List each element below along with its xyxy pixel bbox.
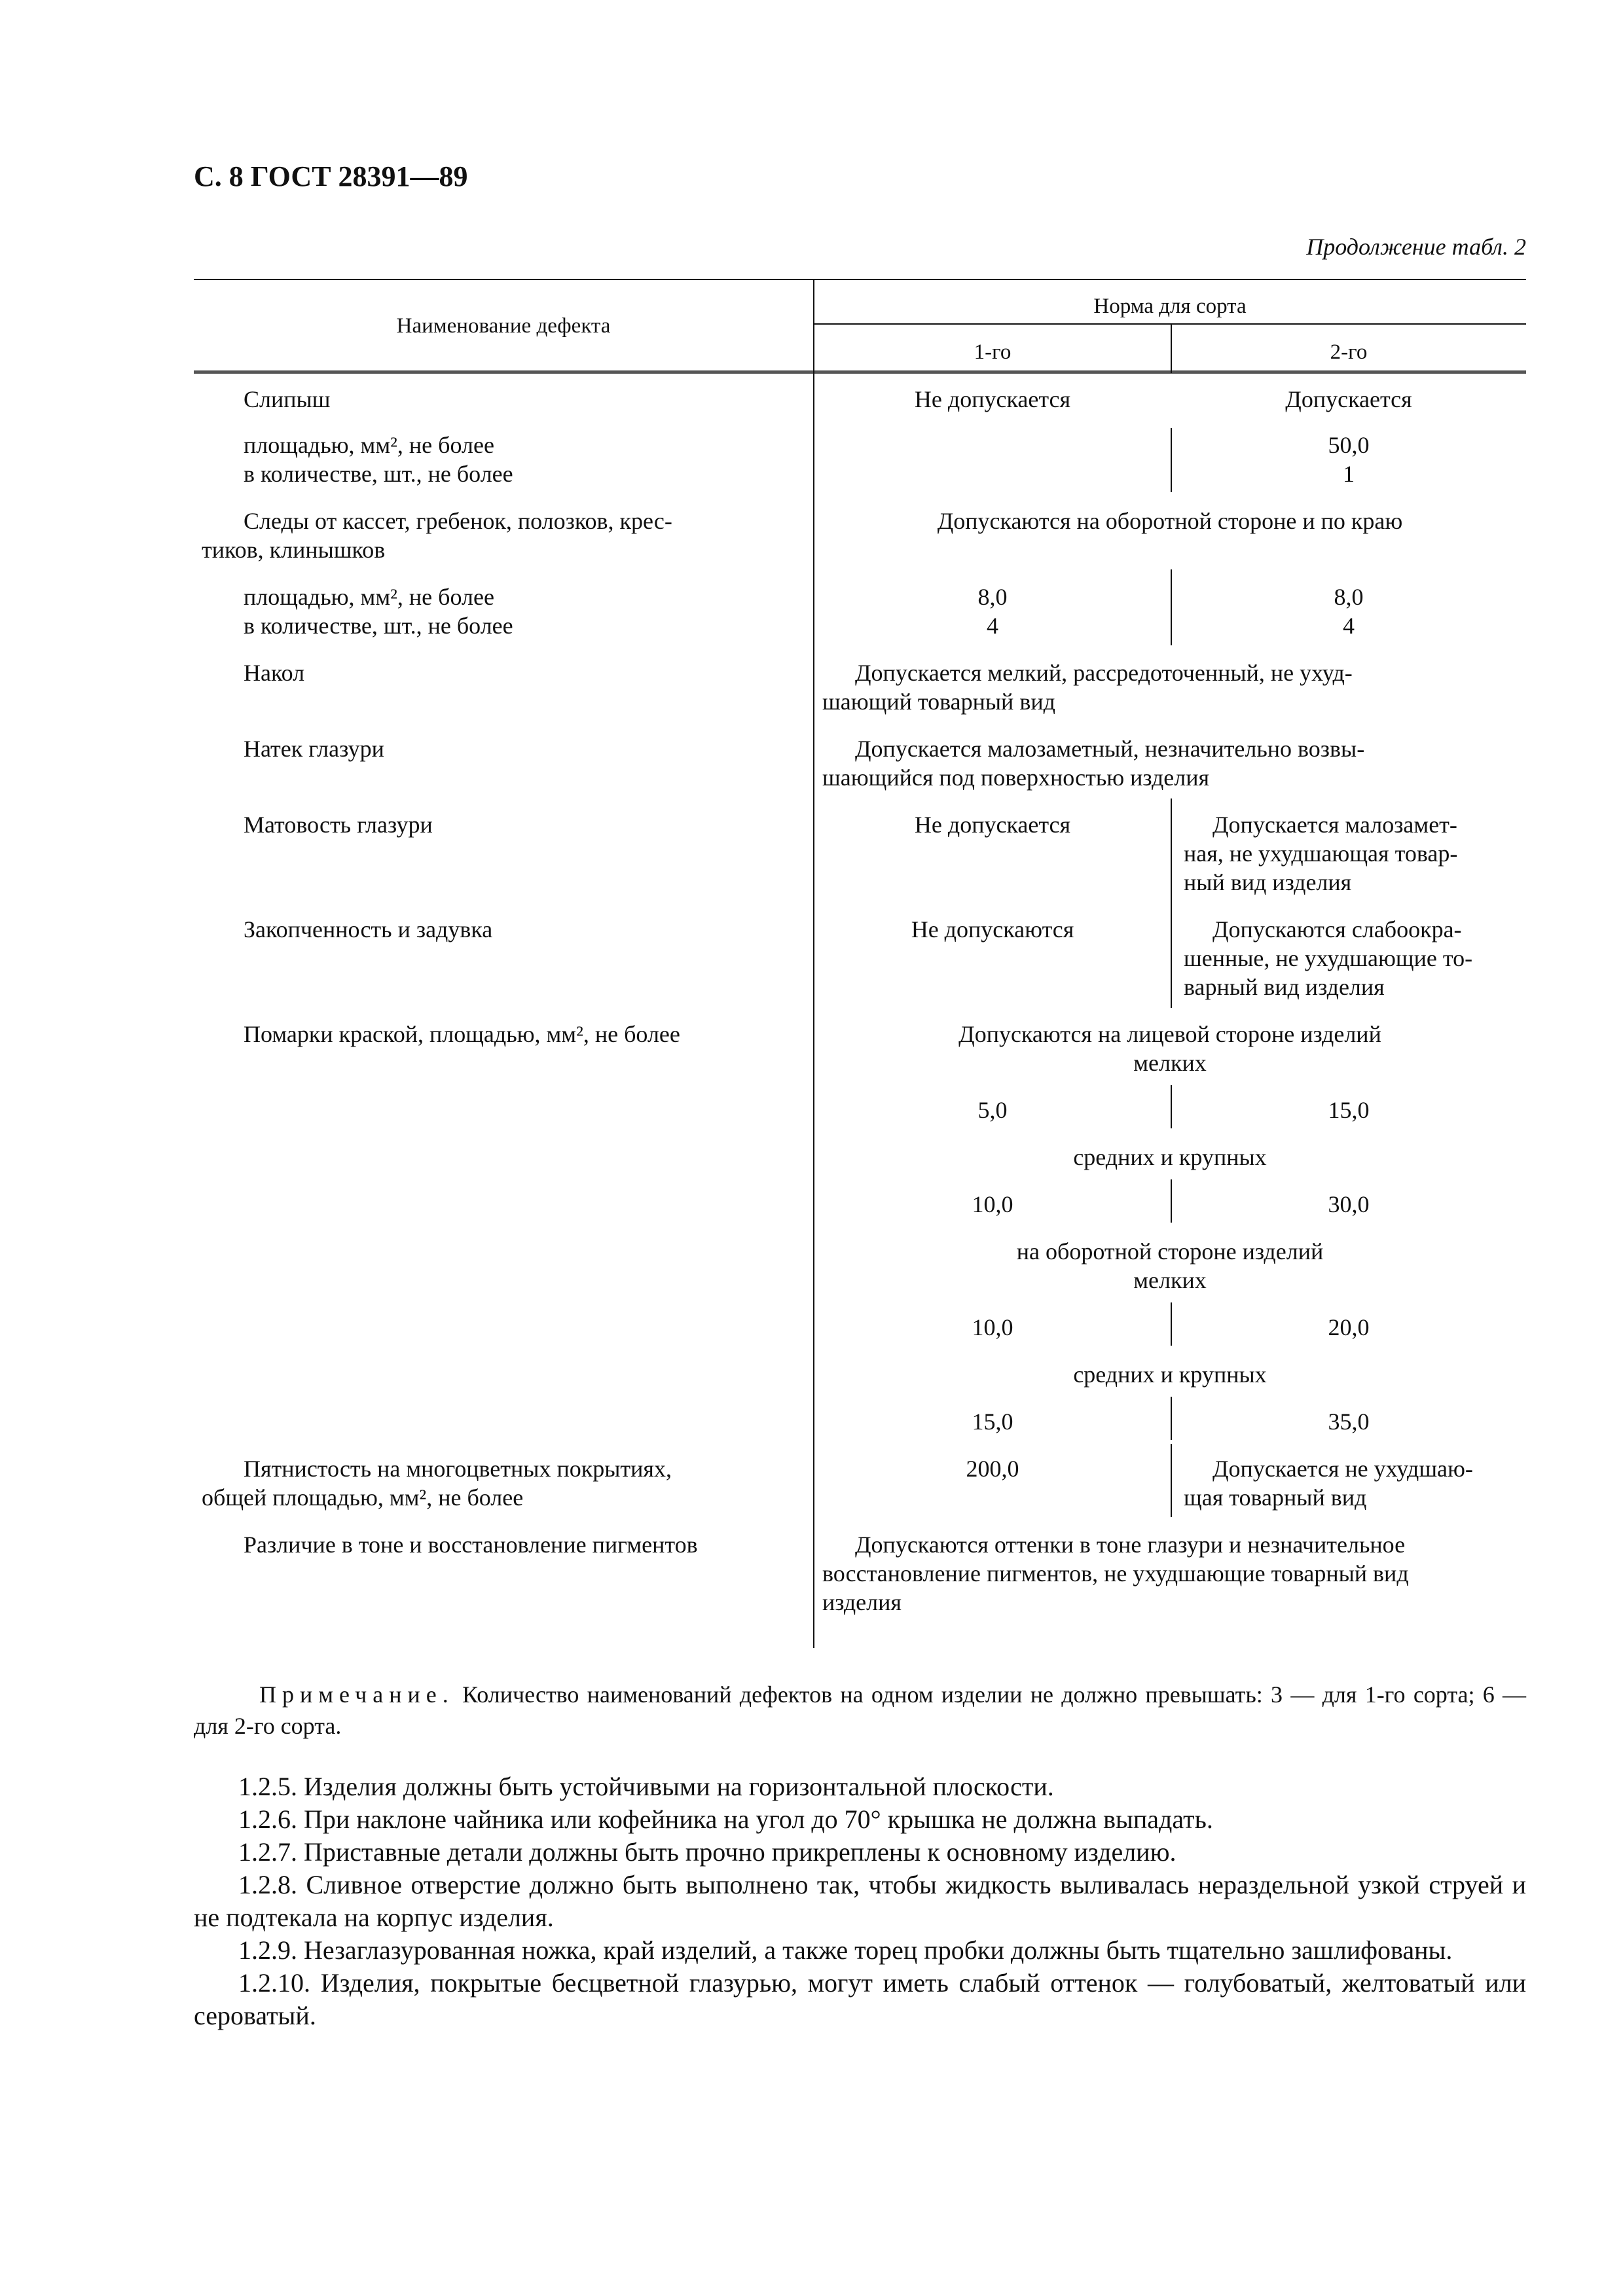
row-matovost-g1: Не допускается (914, 812, 1071, 838)
row-pomarki-back-small-g1: 10,0 (972, 1314, 1013, 1340)
row-pomarki-face: Допускаются на лицевой стороне изделий (958, 1021, 1381, 1047)
row-pyatnistost-g1: 200,0 (966, 1456, 1019, 1482)
row-pomarki-small-g2: 15,0 (1328, 1097, 1370, 1123)
column-header-grade2: 2-го (1330, 340, 1368, 364)
divider-slipysh (1171, 428, 1172, 492)
clauses-section (194, 1770, 1526, 2032)
row-razlichie-both-line2: восстановление пигментов, не ухудшающие товарный вид (822, 1560, 1409, 1587)
row-pyatnistost-name-line1: Пятнистость на многоцветных покрытиях, (244, 1456, 672, 1482)
row-pyatnistost-g2-line1: Допускается не ухудшаю- (1213, 1456, 1473, 1482)
row-pomarki-small: мелких (1133, 1050, 1207, 1076)
row-razlichie-both-line3: изделия (822, 1589, 902, 1615)
row-pomarki-back-medium-g1: 15,0 (972, 1408, 1013, 1435)
divider-pyatnistost (1171, 1444, 1172, 1517)
row-matovost-g2-line1: Допускается малозамет- (1213, 812, 1457, 838)
table-continuation-label: Продолжение табл. 2 (1306, 234, 1526, 260)
divider-pomarki-back-small (1171, 1302, 1172, 1346)
row-nakol-both-line2: шающий товарный вид (822, 689, 1055, 715)
row-natek-name: Натек глазури (244, 736, 384, 762)
row-pyatnistost-g2-line2: щая товарный вид (1184, 1484, 1367, 1511)
divider-zakopchennost (1171, 903, 1172, 1008)
row-zakopchennost-g2-line2: шенные, не ухудшающие то- (1184, 945, 1473, 971)
row-pomarki-small-g1: 5,0 (977, 1097, 1008, 1123)
row-pomarki-back-medium: средних и крупных (1073, 1361, 1267, 1388)
page-header: С. 8 ГОСТ 28391—89 (194, 160, 468, 192)
row-natek-both-line1: Допускается малозаметный, незначительно возвы- (855, 736, 1365, 762)
clause-1-2-7: 1.2.7. Приставные детали должны быть прочно прикреплены к основному изделию. (238, 1837, 1176, 1867)
row-slipysh-area-g2: 50,0 (1328, 432, 1370, 458)
row-sledy-count-name: в количестве, шт., не более (244, 613, 513, 639)
row-pomarki-name: Помарки краской, площадью, мм², не более (244, 1021, 680, 1047)
row-sledy-area-g2: 8,0 (1334, 584, 1364, 610)
clause-1-2-8: 1.2.8. Сливное отверстие должно быть выполнено так, чтобы жидкость выливалась нераздельной узкой струей и не подтекала на корпус изделия. (194, 1870, 1526, 1932)
row-slipysh-name: Слипыш (244, 386, 331, 412)
note-label: Примечание. (259, 1681, 454, 1708)
row-pomarki-medium-g2: 30,0 (1328, 1191, 1370, 1217)
row-matovost-name: Матовость глазури (244, 812, 433, 838)
row-slipysh-count-name: в количестве, шт., не более (244, 461, 513, 487)
divider-pomarki-small (1171, 1085, 1172, 1128)
clause-1-2-5: 1.2.5. Изделия должны быть устойчивыми на горизонтальной плоскости. (238, 1772, 1054, 1801)
row-slipysh-count-g2: 1 (1343, 461, 1355, 487)
row-sledy-area-name: площадью, мм², не более (244, 584, 494, 610)
table-top-rule (194, 279, 1526, 280)
row-razlichie-name: Различие в тоне и восстановление пигментов (244, 1532, 698, 1558)
header-bottom-rule (194, 370, 1526, 374)
table-note (194, 1679, 1526, 1742)
row-nakol-both-line1: Допускается мелкий, рассредоточенный, не ухуд- (855, 660, 1353, 686)
row-zakopchennost-g2-line3: варный вид изделия (1184, 974, 1385, 1000)
row-matovost-g2-line2: ная, не ухудшающая товар- (1184, 840, 1458, 867)
clause-1-2-10: 1.2.10. Изделия, покрытые бесцветной глазурью, могут иметь слабый оттенок — голубоватый, желтоватый или сероватый. (194, 1968, 1526, 2030)
row-pomarki-medium-g1: 10,0 (972, 1191, 1013, 1217)
column-header-name: Наименование дефекта (396, 314, 611, 338)
row-pyatnistost-name-line2: общей площадью, мм², не более (202, 1484, 524, 1511)
row-natek-both-line2: шающийся под поверхностью изделия (822, 764, 1210, 791)
column-divider-main (813, 279, 814, 1648)
row-sledy-count-g1: 4 (987, 613, 998, 639)
row-slipysh-g1: Не допускается (914, 386, 1071, 412)
row-slipysh-g2: Допускается (1285, 386, 1412, 412)
row-sledy-name-line2: тиков, клинышков (202, 537, 386, 563)
row-pomarki-back-small-g2: 20,0 (1328, 1314, 1370, 1340)
column-header-norm: Норма для сорта (1093, 295, 1247, 318)
row-pomarki-back-medium-g2: 35,0 (1328, 1408, 1370, 1435)
clause-1-2-9: 1.2.9. Незаглазурованная ножка, край изделий, а также торец пробки должны быть тщательно зашлифованы. (238, 1935, 1453, 1965)
row-slipysh-area-name: площадью, мм², не более (244, 432, 494, 458)
divider-pomarki-back-medium (1171, 1397, 1172, 1440)
row-zakopchennost-name: Закопченность и задувка (244, 916, 493, 942)
divider-matovost (1171, 798, 1172, 903)
row-razlichie-both-line1: Допускаются оттенки в тоне глазури и незначительное (855, 1532, 1406, 1558)
row-sledy-area-g1: 8,0 (977, 584, 1008, 610)
note-text: Количество наименований дефектов на одном изделии не должно превышать: 3 — для 1-го сорта; 6 — для 2-го сорта. (194, 1681, 1527, 1739)
row-pomarki-back: на оборотной стороне изделий (1016, 1238, 1324, 1265)
row-zakopchennost-g1: Не допускаются (911, 916, 1074, 942)
column-header-grade1: 1-го (974, 340, 1012, 364)
row-sledy-name-line1: Следы от кассет, гребенок, полозков, крес- (244, 508, 672, 534)
row-pomarki-medium: средних и крупных (1073, 1144, 1267, 1170)
row-sledy-both: Допускаются на оборотной стороне и по краю (937, 508, 1403, 534)
row-matovost-g2-line3: ный вид изделия (1184, 869, 1352, 895)
row-sledy-count-g2: 4 (1343, 613, 1355, 639)
divider-sledy (1171, 569, 1172, 645)
divider-pomarki-medium (1171, 1179, 1172, 1223)
row-nakol-name: Накол (244, 660, 305, 686)
row-pomarki-back-small: мелких (1133, 1267, 1207, 1293)
row-zakopchennost-g2-line1: Допускаются слабоокра- (1213, 916, 1462, 942)
defects-table (194, 279, 1526, 1648)
clause-1-2-6: 1.2.6. При наклоне чайника или кофейника на угол до 70° крышка не должна выпадать. (238, 1804, 1213, 1834)
